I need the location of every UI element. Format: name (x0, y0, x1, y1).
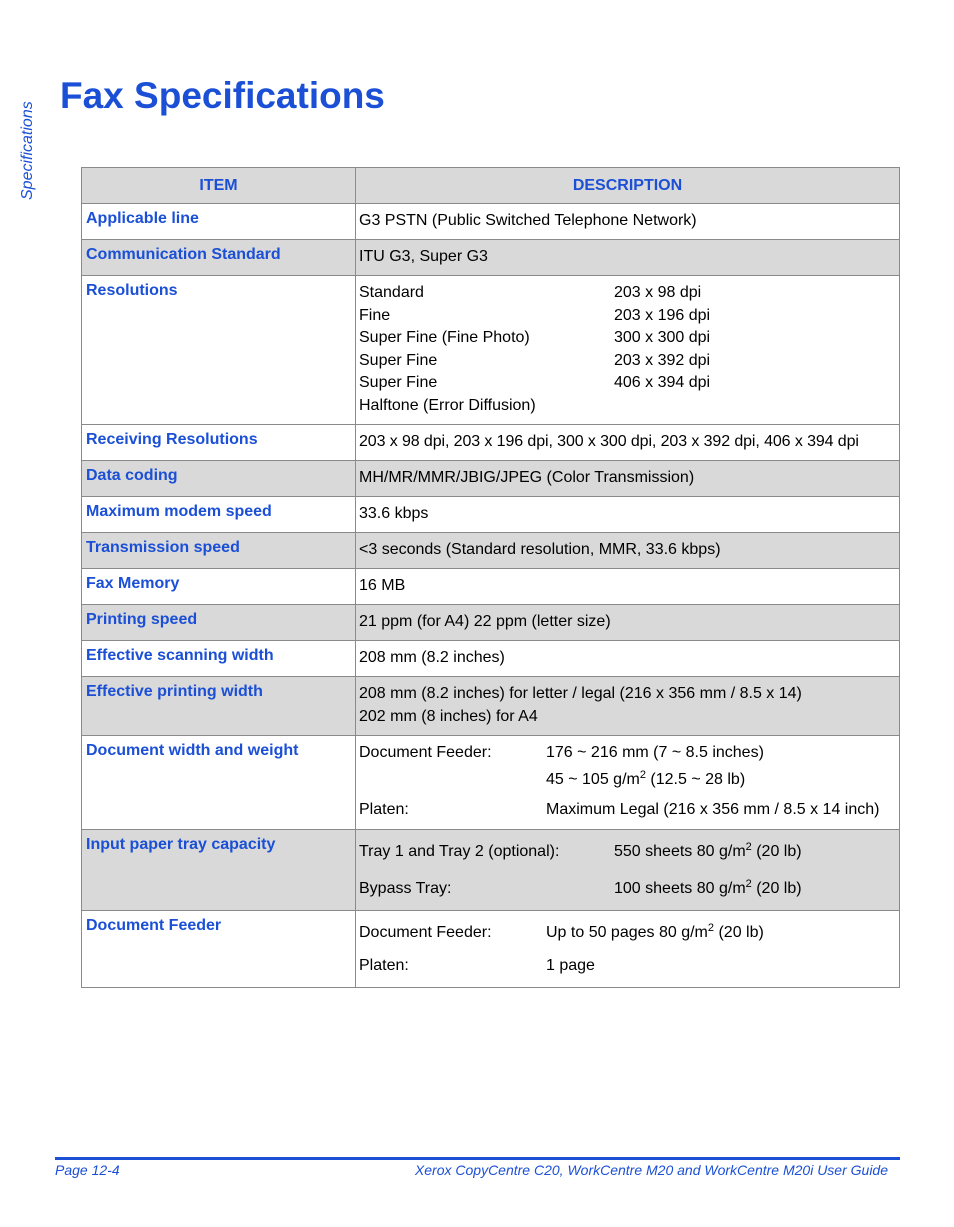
resolution-mode: Standard (359, 284, 424, 301)
table-row (82, 569, 900, 605)
row-desc (356, 677, 900, 736)
resolution-line (359, 395, 896, 418)
row-item: Document width and weight (82, 736, 356, 830)
row-desc (356, 910, 900, 987)
desc-line (359, 769, 896, 792)
row-desc: 33.6 kbps (356, 497, 900, 533)
row-item: Applicable line (82, 204, 356, 240)
table-row (82, 276, 900, 425)
desc-line: 208 mm (8.2 inches) for letter / legal (216 x 356 mm / 8.5 x 14) (359, 685, 802, 702)
resolution-mode: Super Fine (Fine Photo) (359, 329, 530, 346)
resolution-value: 203 x 98 dpi (614, 284, 702, 301)
row-item: Transmission speed (82, 533, 356, 569)
row-item: Communication Standard (82, 240, 356, 276)
table-header-row (82, 168, 900, 204)
resolution-line (359, 327, 896, 350)
row-desc (356, 276, 900, 425)
footer-divider (55, 1157, 900, 1160)
row-desc (356, 829, 900, 910)
row-item: Resolutions (82, 276, 356, 425)
resolution-line (359, 282, 896, 305)
header-item: ITEM (82, 168, 356, 204)
bypass-value: 100 sheets 80 $g/m^2$ (20 lb) (614, 878, 802, 897)
desc-line (359, 955, 896, 978)
platen-value: Maximum Legal (216 x 356 mm / 8.5 x 14 inch) (546, 801, 880, 818)
platen-label: Platen: (359, 957, 409, 974)
row-desc: 208 mm (8.2 inches) (356, 641, 900, 677)
row-desc: 203 x 98 dpi, 203 x 196 dpi, 300 x 300 dpi, 203 x 392 dpi, 406 x 394 dpi (356, 425, 900, 461)
table-row (82, 605, 900, 641)
table-row (82, 425, 900, 461)
tray-label: Tray 1 and Tray 2 (optional): (359, 842, 560, 860)
row-item: Effective printing width (82, 677, 356, 736)
feeder-value: Up to 50 pages 80 $g/m^2$ (20 lb) (546, 921, 764, 941)
table-row (82, 461, 900, 497)
table-row (82, 533, 900, 569)
table-row (82, 240, 900, 276)
resolution-mode: Fine (359, 306, 391, 324)
table-row (82, 677, 900, 736)
feeder-label: Document Feeder: (359, 923, 492, 941)
resolution-value: 203 x 392 dpi (614, 351, 711, 369)
row-item: Effective scanning width (82, 641, 356, 677)
row-desc: 16 MB (356, 569, 900, 605)
feeder-value: 176 ~ 216 mm (7 ~ 8.5 inches) (546, 744, 764, 761)
row-item: Receiving Resolutions (82, 425, 356, 461)
row-item: Data coding (82, 461, 356, 497)
row-desc (356, 736, 900, 830)
table-row (82, 829, 900, 910)
desc-line (359, 742, 896, 765)
table-row (82, 736, 900, 830)
resolution-value: 406 x 394 dpi (614, 374, 711, 391)
resolution-value: 203 x 196 dpi (614, 306, 711, 324)
table-row (82, 204, 900, 240)
row-item: Fax Memory (82, 569, 356, 605)
desc-line: 202 mm (8 inches) for A4 (359, 707, 538, 725)
feeder-label: Document Feeder: (359, 744, 492, 761)
table-row (82, 497, 900, 533)
row-item: Printing speed (82, 605, 356, 641)
table-row (82, 910, 900, 987)
side-tab-label: Specifications (19, 101, 36, 200)
resolution-line (359, 350, 896, 373)
row-item: Document Feeder (82, 910, 356, 987)
page-title: Fax Specifications (60, 75, 385, 116)
resolution-value: 300 x 300 dpi (614, 329, 711, 346)
row-desc: MH/MR/MMR/JBIG/JPEG (Color Transmission) (356, 461, 900, 497)
row-item: Input paper tray capacity (82, 829, 356, 910)
row-item: Maximum modem speed (82, 497, 356, 533)
resolution-line (359, 372, 896, 395)
tray-value: 550 sheets 80 $g/m^2$ (20 lb) (614, 840, 802, 860)
bypass-label: Bypass Tray: (359, 880, 452, 897)
row-desc: 21 ppm (for A4) 22 ppm (letter size) (356, 605, 900, 641)
row-desc: <3 seconds (Standard resolution, MMR, 33.6 kbps) (356, 533, 900, 569)
guide-title: Xerox CopyCentre C20, WorkCentre M20 and WorkCentre M20i User Guide (414, 1162, 888, 1178)
table-row (82, 641, 900, 677)
platen-label: Platen: (359, 801, 409, 818)
desc-line (359, 841, 896, 864)
resolution-mode: Super Fine (359, 351, 438, 369)
fax-spec-table (81, 167, 900, 988)
resolution-mode: Halftone (Error Diffusion) (359, 396, 536, 414)
weight-value: 45 ~ 105 $g/m^2$ (12.5 ~ 28 lb) (546, 768, 746, 788)
page-number: Page 12-4 (55, 1162, 120, 1178)
resolution-line (359, 305, 896, 328)
platen-value: 1 page (546, 957, 595, 974)
desc-line (359, 878, 896, 901)
desc-line (359, 922, 896, 945)
desc-line (359, 799, 896, 822)
row-desc: ITU G3, Super G3 (356, 240, 900, 276)
row-desc: G3 PSTN (Public Switched Telephone Network) (356, 204, 900, 240)
header-description: DESCRIPTION (356, 168, 900, 204)
resolution-mode: Super Fine (359, 374, 438, 391)
